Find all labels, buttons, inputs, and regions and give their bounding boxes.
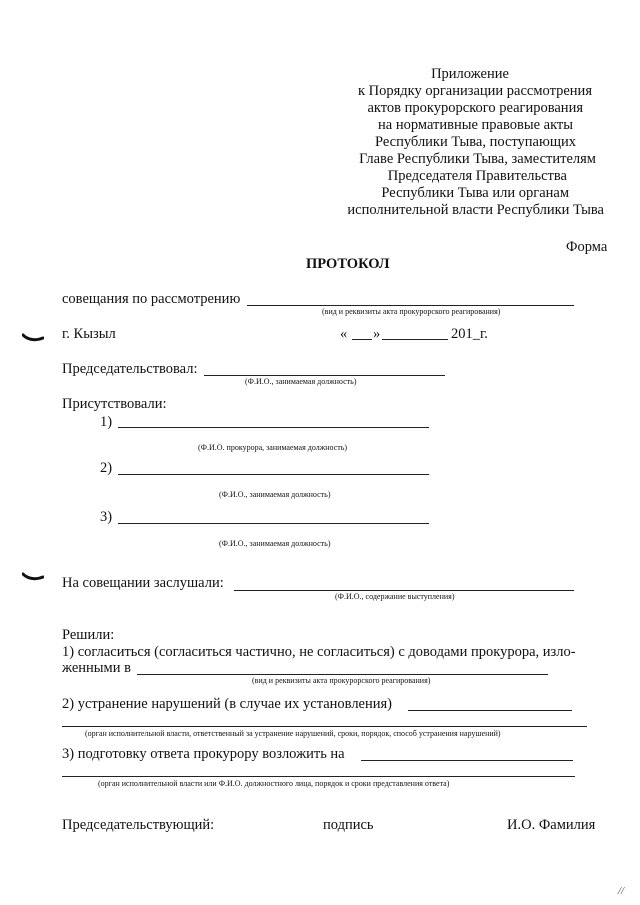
date-close-quote: » bbox=[373, 326, 381, 342]
meeting-hint: (вид и реквизиты акта прокурорского реагирования) bbox=[322, 307, 501, 316]
decided-item-3: 3) подготовку ответа прокурору возложить на bbox=[62, 746, 345, 762]
meeting-field-line bbox=[247, 305, 574, 306]
date-day-line bbox=[352, 339, 372, 340]
city-label: г. Кызыл bbox=[62, 326, 116, 342]
present-item-2-line bbox=[118, 474, 429, 475]
appendix-line-9: исполнительной власти Республики Тыва bbox=[347, 202, 604, 218]
decided-item-2-second-line bbox=[62, 726, 587, 727]
present-item-2-hint: (Ф.И.О., занимаемая должность) bbox=[219, 490, 331, 499]
date-month-line bbox=[382, 339, 448, 340]
decided-item-1-hint: (вид и реквизиты акта прокурорского реагирования) bbox=[252, 676, 431, 685]
present-label: Присутствовали: bbox=[62, 396, 167, 412]
chaired-field-line bbox=[204, 375, 445, 376]
present-item-2-num: 2) bbox=[100, 460, 113, 476]
signature-role: Председательствующий: bbox=[62, 817, 215, 833]
document-title: ПРОТОКОЛ bbox=[306, 256, 390, 272]
appendix-line-6: Главе Республики Тыва, заместителям bbox=[359, 151, 596, 167]
chaired-label: Председательствовал: bbox=[62, 361, 198, 377]
decided-item-1-line-2: женными в bbox=[62, 660, 131, 676]
chaired-hint: (Ф.И.О., занимаемая должность) bbox=[245, 377, 357, 386]
margin-mark-2 bbox=[22, 571, 44, 583]
heard-field-line bbox=[234, 590, 574, 591]
appendix-line-7: Председателя Правительства bbox=[387, 168, 567, 184]
signature-name: И.О. Фамилия bbox=[507, 817, 596, 833]
meeting-label: совещания по рассмотрению bbox=[62, 291, 241, 307]
heard-hint: (Ф.И.О., содержание выступления) bbox=[335, 592, 455, 601]
decided-item-3-hint: (орган исполнительной власти или Ф.И.О. должностного лица, порядок и сроки представления ответа) bbox=[98, 779, 450, 788]
decided-item-1-line-1: 1) согласиться (согласиться частично, не согласиться) с доводами прокурора, изло- bbox=[62, 644, 576, 660]
signature-sign: подпись bbox=[323, 817, 374, 833]
present-item-1-line bbox=[118, 427, 429, 428]
appendix-line-3: актов прокурорского реагирования bbox=[367, 100, 583, 116]
decided-item-1-field-line bbox=[137, 674, 548, 675]
decided-item-2: 2) устранение нарушений (в случае их установления) bbox=[62, 696, 393, 712]
appendix-line-2: к Порядку организации рассмотрения bbox=[357, 83, 592, 99]
present-item-1-num: 1) bbox=[100, 414, 113, 430]
decided-item-2-hint: (орган исполнительной власти, ответственный за устранение нарушений, сроки, порядок, способ устранения нарушений) bbox=[85, 729, 501, 738]
appendix-line-4: на нормативные правовые акты bbox=[378, 117, 573, 133]
decided-item-2-field-line bbox=[408, 710, 572, 711]
form-label: Форма bbox=[566, 239, 608, 255]
present-item-1-hint: (Ф.И.О. прокурора, занимаемая должность) bbox=[198, 443, 348, 452]
appendix-line-5: Республики Тыва, поступающих bbox=[375, 134, 576, 150]
present-item-3-hint: (Ф.И.О., занимаемая должность) bbox=[219, 539, 331, 548]
present-item-3-num: 3) bbox=[100, 509, 113, 525]
decided-label: Решили: bbox=[62, 627, 115, 643]
present-item-3-line bbox=[118, 523, 429, 524]
decided-item-3-second-line bbox=[62, 776, 575, 777]
margin-mark-1 bbox=[22, 332, 44, 344]
heard-label: На совещании заслушали: bbox=[62, 575, 224, 591]
appendix-line-8: Республики Тыва или органам bbox=[381, 185, 569, 201]
decided-item-3-field-line bbox=[361, 760, 573, 761]
date-open-quote: « bbox=[340, 326, 348, 342]
appendix-line-1: Приложение bbox=[431, 66, 509, 82]
date-year: 201_г. bbox=[451, 326, 488, 342]
page-mark: // bbox=[618, 885, 625, 897]
